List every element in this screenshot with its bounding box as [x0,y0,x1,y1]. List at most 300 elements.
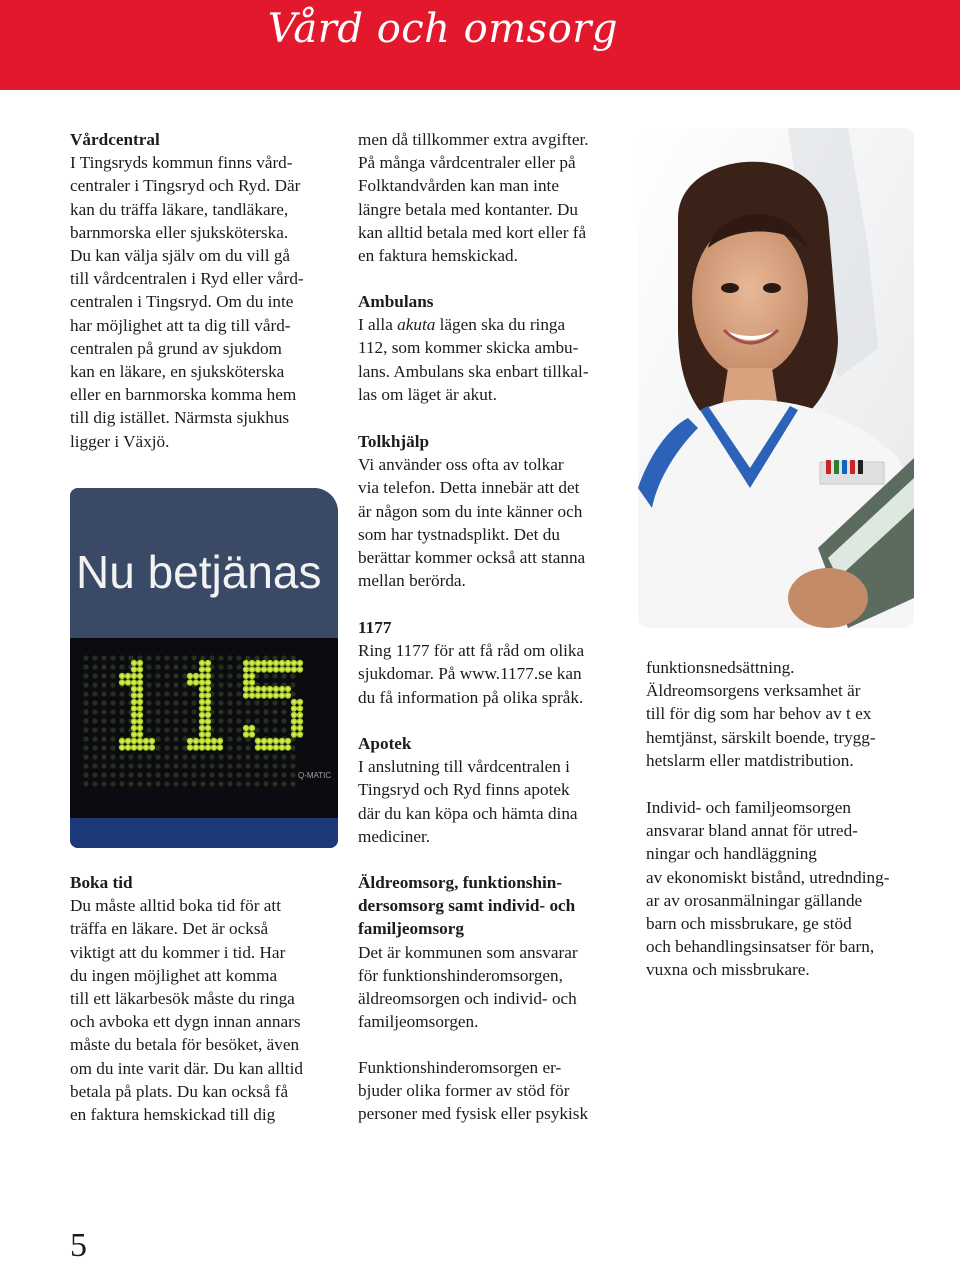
led-dot-off [101,682,106,687]
led-dot-off [191,781,196,786]
section-apotek [358,732,633,848]
text-line: av ekonomiskt bistånd, utrednding- [646,867,890,887]
led-dot-on [279,738,285,744]
led-dot-on [131,744,137,750]
led-dot-on [125,738,131,744]
led-dot-on [249,679,255,685]
text-line: ansvarar bland annat för utred- [646,821,858,841]
text-line: barn och missbrukare, ge stöd [646,914,852,934]
led-dot-on [193,679,199,685]
led-dot-off [101,745,106,750]
led-dot-off [200,655,205,660]
led-dot-on [273,738,279,744]
led-dot-off [92,709,97,714]
led-dot-on [249,686,255,692]
led-dot-off [218,655,223,660]
led-dot-on [285,738,291,744]
section-individ-familjeomsorg [646,796,921,982]
led-dot-off [263,673,268,678]
led-dot-on [199,712,205,718]
led-dot-off [254,754,259,759]
led-dot-off [164,673,169,678]
led-dot-on [279,686,285,692]
text-line: är någon som du inte känner och [358,501,583,521]
section-heading: Vårdcentral [70,130,160,149]
led-dot-off [281,763,286,768]
led-dot-on [125,673,131,679]
led-dot-off [83,709,88,714]
led-dot-off [101,754,106,759]
section-aldreomsorg [358,871,633,1033]
led-dot-on [291,699,297,705]
led-dot-off [218,709,223,714]
led-dot-off [272,781,277,786]
led-dot-off [164,781,169,786]
led-dot-off [209,781,214,786]
led-dot-off [236,736,241,741]
led-dot-on [217,738,223,744]
led-dot-on [267,666,273,672]
led-dot-on [143,744,149,750]
led-dot-on [137,738,143,744]
led-dot-on [199,718,205,724]
led-dot-off [155,700,160,705]
text-line: centralen i Tingsryd. Om du inte [70,292,294,312]
led-dot-off [281,727,286,732]
text-line: längre betala med kontanter. Du [358,199,579,219]
led-dot-on [255,692,261,698]
led-dot-off [182,664,187,669]
led-dot-off [263,709,268,714]
led-dot-off [209,772,214,777]
led-dot-off [83,718,88,723]
text-line: Funktionshinderomsorgen er- [358,1058,562,1077]
led-dot-on [273,744,279,750]
led-dot-off [164,745,169,750]
led-dot-off [191,709,196,714]
text-line: funktionsnedsättning. [646,658,795,677]
text-line: berättar kommer också att stanna [358,548,586,568]
text-line: men då tillkommer extra avgifter. [358,130,589,149]
led-dot-off [173,655,178,660]
led-dot-off [83,700,88,705]
led-dot-off [245,718,250,723]
led-dot-off [191,664,196,669]
led-dot-off [146,772,151,777]
emphasis-text: akuta [397,315,436,335]
led-dot-off [83,763,88,768]
led-dot-on [199,686,205,692]
led-dot-off [254,700,259,705]
led-dot-on [137,692,143,698]
led-dot-off [191,718,196,723]
led-dot-on [211,744,217,750]
led-dot-on [285,666,291,672]
led-dot-on [119,673,125,679]
led-dot-on [199,666,205,672]
text-line: Folktandvården kan man inte [358,176,559,196]
led-dot-off [92,736,97,741]
section-funktionshinder [358,1056,633,1126]
led-dot-on [267,660,273,666]
led-dot-off [245,763,250,768]
led-dot-off [227,700,232,705]
led-dot-on [131,705,137,711]
led-dot-off [155,763,160,768]
led-dot-off [101,727,106,732]
led-dot-on [193,744,199,750]
led-dot-off [236,673,241,678]
led-dot-off [236,700,241,705]
led-dot-off [290,754,295,759]
text-line: betala på plats. Du kan också få [70,1081,289,1101]
led-dot-off [200,772,205,777]
led-dot-off [101,691,106,696]
led-dot-off [92,700,97,705]
text-line: du få information på olika språk. [358,687,584,707]
text-line: till dig istället. Närmsta sjukhus [70,408,290,428]
led-dot-on [249,660,255,666]
section-heading: Äldreomsorg, funktionshin- [358,873,563,892]
led-dot-on [249,673,255,679]
led-dot-off [245,772,250,777]
led-dot-off [146,673,151,678]
led-dot-off [119,691,124,696]
led-dot-on [249,725,255,731]
text-line: las om läget är akut. [358,384,497,404]
section-boka-tid [70,871,345,1126]
led-dot-off [227,781,232,786]
led-dot-off [92,772,97,777]
led-dot-on [187,673,193,679]
queue-sign-photo [70,488,338,848]
led-dot-off [254,718,259,723]
led-dot-on [297,660,303,666]
led-dot-off [263,754,268,759]
text-line: I alla akuta lägen ska du ringa [358,315,566,335]
led-dot-off [83,727,88,732]
led-dot-off [101,763,106,768]
text-line: en faktura hemskickad till dig [70,1105,276,1125]
led-dot-on [131,712,137,718]
led-dot-off [182,691,187,696]
led-dot-off [83,691,88,696]
led-dot-off [146,754,151,759]
led-dot-off [173,682,178,687]
text-line: om du inte varit där. Du kan alltid [70,1058,303,1078]
text-line: via telefon. Detta innebär att det [358,478,580,498]
led-dot-off [281,700,286,705]
led-dot-off [110,718,115,723]
led-dot-off [191,655,196,660]
led-dot-on [261,692,267,698]
led-dot-off [173,763,178,768]
led-dot-off [146,691,151,696]
led-dot-off [236,682,241,687]
led-dot-off [110,745,115,750]
led-dot-on [273,686,279,692]
text-line: Du kan välja själv om du vill gå [70,246,291,266]
led-dot-on [297,731,303,737]
text-line: till vårdcentralen i Ryd eller vård- [70,269,304,289]
text-line: som har tystnadsplikt. Det du [358,524,560,544]
led-dot-off [101,655,106,660]
led-dot-on [249,692,255,698]
led-dot-off [182,700,187,705]
led-dot-off [101,673,106,678]
led-dot-off [218,754,223,759]
led-dot-off [155,664,160,669]
led-dot-off [200,763,205,768]
led-dot-on [119,738,125,744]
led-dot-off [236,655,241,660]
text-line: På många vårdcentraler eller på [358,153,576,173]
led-dot-off [101,781,106,786]
text-line: kan alltid betala med kort eller få [358,222,587,242]
led-dot-on [205,679,211,685]
led-dot-off [263,727,268,732]
led-dot-off [218,727,223,732]
led-dot-on [243,660,249,666]
led-dot-off [110,655,115,660]
led-dot-on [199,692,205,698]
text-line: vuxna och missbrukare. [646,960,810,980]
led-dot-off [272,673,277,678]
led-dot-off [236,718,241,723]
led-dot-on [131,699,137,705]
text-line: sjukdomar. På www.1177.se kan [358,664,582,684]
led-dot-off [245,754,250,759]
led-dot-off [83,736,88,741]
led-dot-off [119,772,124,777]
led-dot-on [137,731,143,737]
led-dot-off [182,763,187,768]
queue-sign-image [70,488,338,848]
led-dot-on [131,738,137,744]
led-dot-on [291,666,297,672]
led-dot-off [227,691,232,696]
led-dot-on [205,660,211,666]
led-dot-off [227,736,232,741]
led-dot-on [187,738,193,744]
led-dot-off [245,745,250,750]
led-dot-on [137,744,143,750]
led-dot-on [243,679,249,685]
led-dot-on [131,673,137,679]
led-dot-off [110,772,115,777]
led-dot-on [297,666,303,672]
led-dot-on [297,725,303,731]
text-line: Ring 1177 för att få råd om olika [358,641,585,661]
led-dot-on [297,718,303,724]
led-dot-on [119,744,125,750]
led-dot-off [191,727,196,732]
led-dot-off [164,691,169,696]
led-dot-off [227,709,232,714]
text-line: mellan berörda. [358,571,466,591]
led-dot-on [243,666,249,672]
led-dot-on [255,660,261,666]
led-dot-on [143,738,149,744]
led-dot-off [218,781,223,786]
led-dot-off [128,655,133,660]
text-line: Du måste alltid boka tid för att [70,896,281,916]
led-dot-off [110,682,115,687]
led-dot-on [211,738,217,744]
led-dot-off [236,772,241,777]
led-dot-off [137,781,142,786]
text-line: en faktura hemskickad. [358,246,518,266]
section-heading: familjeomsorg [358,919,464,939]
led-dot-off [227,754,232,759]
led-dot-off [110,673,115,678]
led-dot-on [125,744,131,750]
led-dot-off [218,700,223,705]
text-line: 112, som kommer skicka ambu- [358,338,579,358]
led-dot-off [146,709,151,714]
text-line: där du kan köpa och hämta dina [358,803,578,823]
led-dot-off [92,727,97,732]
led-dot-off [128,754,133,759]
led-dot-on [193,673,199,679]
led-dot-off [164,772,169,777]
led-dot-on [205,666,211,672]
led-dot-off [281,754,286,759]
text-line: äldreomsorgen och individ- och [358,989,577,1009]
text-line: Individ- och familjeomsorgen [646,798,851,817]
led-dot-on [149,744,155,750]
led-dot-off [227,727,232,732]
led-dot-off [182,754,187,759]
led-dot-off [227,763,232,768]
led-dot-on [199,725,205,731]
led-dot-off [164,655,169,660]
led-dot-on [261,666,267,672]
led-dot-off [155,736,160,741]
nurse-image [638,128,914,628]
led-dot-on [243,692,249,698]
led-dot-on [199,679,205,685]
led-dot-off [155,655,160,660]
led-dot-off [155,709,160,714]
led-dot-off [128,763,133,768]
led-dot-off [254,655,259,660]
led-dot-off [182,655,187,660]
led-dot-off [146,781,151,786]
led-dot-on [285,660,291,666]
led-dot-off [146,682,151,687]
section-1177 [358,616,633,709]
text-line: eller en barnmorska komma hem [70,385,297,405]
led-dot-off [155,781,160,786]
page-title: Vård och omsorg [267,6,618,52]
text-line: och avboka ett dygn innan annars [70,1012,301,1032]
led-dot-on [273,666,279,672]
led-dot-on [291,660,297,666]
led-dot-off [155,772,160,777]
led-dot-on [297,705,303,711]
led-dot-off [254,772,259,777]
led-dot-on [291,731,297,737]
led-dot-off [290,655,295,660]
led-dot-off [236,781,241,786]
led-dot-on [187,744,193,750]
section-heading: 1177 [358,618,392,637]
text-line: måste du betala för besöket, även [70,1035,300,1055]
led-dot-off [110,754,115,759]
header-banner [0,0,960,90]
led-dot-on [205,725,211,731]
led-dot-off [101,736,106,741]
led-dot-on [267,686,273,692]
led-dot-off [173,754,178,759]
text-line: hemtjänst, särskilt boende, trygg- [646,727,876,747]
led-dot-off [290,772,295,777]
led-dot-on [131,725,137,731]
led-dot-on [131,718,137,724]
section-vardcentral [70,128,345,453]
led-dot-on [137,666,143,672]
led-dot-off [146,718,151,723]
text-line: I Tingsryds kommun finns vård- [70,153,293,173]
led-dot-off [83,682,88,687]
text-line: ar av orosanmälningar gällande [646,890,863,910]
nurse-photo [638,128,914,628]
led-dot-off [173,745,178,750]
led-dot-on [279,660,285,666]
led-dot-on [205,705,211,711]
led-dot-off [236,664,241,669]
led-dot-on [285,686,291,692]
led-dot-off [119,700,124,705]
led-dot-off [83,772,88,777]
text-line: Det är kommunen som ansvarar [358,942,578,962]
led-dot-on [137,699,143,705]
text-line: till för dig som har behov av t ex [646,704,872,724]
led-dot-on [279,692,285,698]
led-dot-off [173,709,178,714]
led-dot-on [131,731,137,737]
led-dot-on [199,699,205,705]
led-dot-off [290,763,295,768]
text-line: mediciner. [358,826,431,846]
led-dot-off [272,763,277,768]
text-line: familjeomsorgen. [358,1012,479,1032]
led-dot-on [137,686,143,692]
led-dot-off [281,709,286,714]
led-dot-off [182,709,187,714]
led-dot-on [217,744,223,750]
led-dot-off [182,781,187,786]
led-dot-off [209,655,214,660]
led-dot-off [110,781,115,786]
led-dot-off [92,718,97,723]
led-dot-off [272,655,277,660]
led-dot-on [291,712,297,718]
led-dot-on [187,679,193,685]
led-dot-on [199,738,205,744]
led-dot-off [254,781,259,786]
led-dot-off [128,781,133,786]
led-dot-off [101,664,106,669]
led-dot-off [164,754,169,759]
led-dot-on [285,692,291,698]
led-dot-off [92,673,97,678]
led-dot-off [236,763,241,768]
led-dot-on [205,673,211,679]
led-dot-off [227,664,232,669]
led-dot-off [92,781,97,786]
